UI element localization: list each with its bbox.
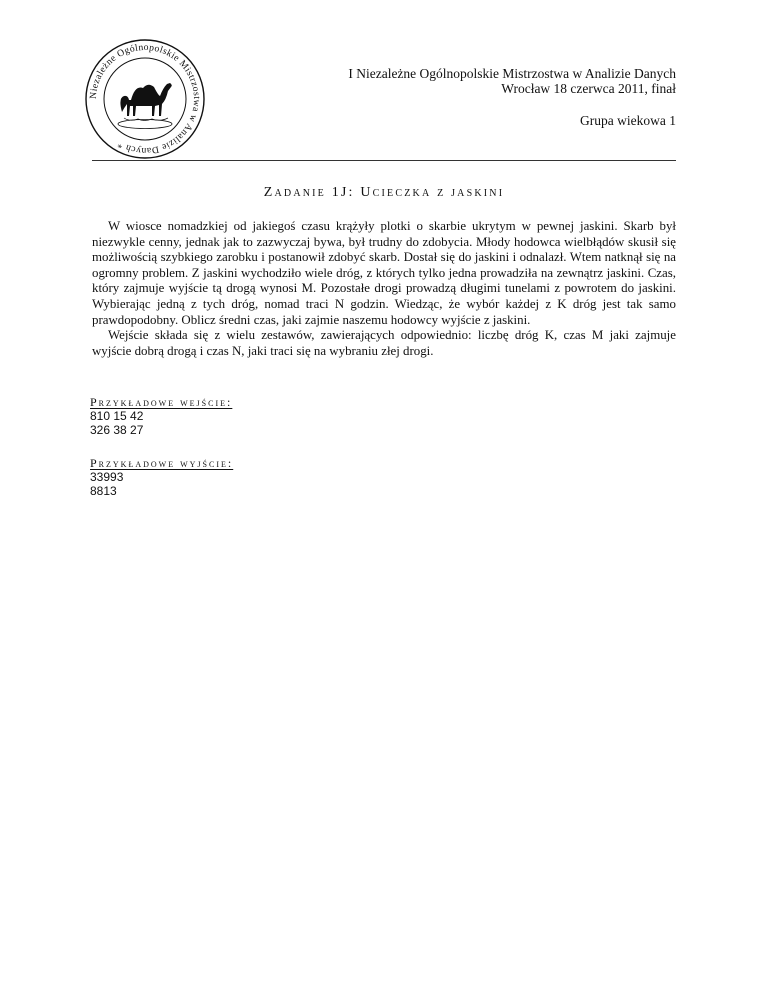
task-title: Zadanie 1J: Ucieczka z jaskini — [263, 185, 505, 200]
statement-paragraph: W wiosce nomadzkiej od jakiegoś czasu krążyły plotki o skarbie ukrytym w pewnej jaskini. Skarb był niezwykle cenny, jednak jak to zazwyczaj bywa, był trudny do zdobycia. Młody hodowca wielbłądów skusił się możliwością szybkiego zarobku i postanowił zdobyć skarb. Dostał się do jaskini i odnalazł. Wtem natknął się na ogromny problem. Z jaskini wychodziło wiele dróg, z których tylko jedna prowadziła na zewnątrz jaskini. Czas, który zajmuje wyjście tą drogą wynosi M. Pozostałe drogi prowadzą długimi tunelami z powrotem do jaskini. Wybierając jedną z tych dróg, nomad traci N godzin. Wiedząc, że wybór każdej z K dróg jest tak samo prawdopodobny. Oblicz średni czas, jaki zajmie naszemu hodowcy wyjście z jaskini. — [92, 219, 676, 327]
sample-input-block — [90, 409, 143, 437]
place-and-date: Wrocław 18 czerwca 2011, finał — [501, 81, 676, 96]
age-group: Grupa wiekowa 1 — [580, 113, 676, 128]
sample-output-label: Przykładowe wyjście: — [90, 456, 234, 470]
task-statement — [92, 219, 676, 359]
statement-paragraph: Wejście składa się z wielu zestawów, zawierających odpowiednio: liczbę dróg K, czas M jaki zajmuje wyjście dobrą drogą i czas N, jaki traci się na wybraniu złej drogi. — [92, 328, 676, 358]
sample-input-line: 326 38 27 — [90, 423, 144, 438]
sample-output-block — [90, 470, 123, 498]
sample-input-line: 810 15 42 — [90, 409, 144, 423]
seal-ring-text: Niezależne Ogólnopolskie Mistrzostwa w Analizie Danych * — [87, 41, 203, 157]
sample-input-label: Przykładowe wejście: — [90, 395, 233, 409]
sample-output-line: 33993 — [90, 470, 124, 484]
header-divider — [92, 160, 676, 161]
sample-output-line: 8813 — [90, 484, 117, 499]
camel-icon — [118, 83, 172, 129]
competition-header — [348, 66, 676, 96]
competition-name: I Niezależne Ogólnopolskie Mistrzostwa w Analizie Danych — [348, 66, 676, 81]
competition-seal — [84, 38, 206, 160]
